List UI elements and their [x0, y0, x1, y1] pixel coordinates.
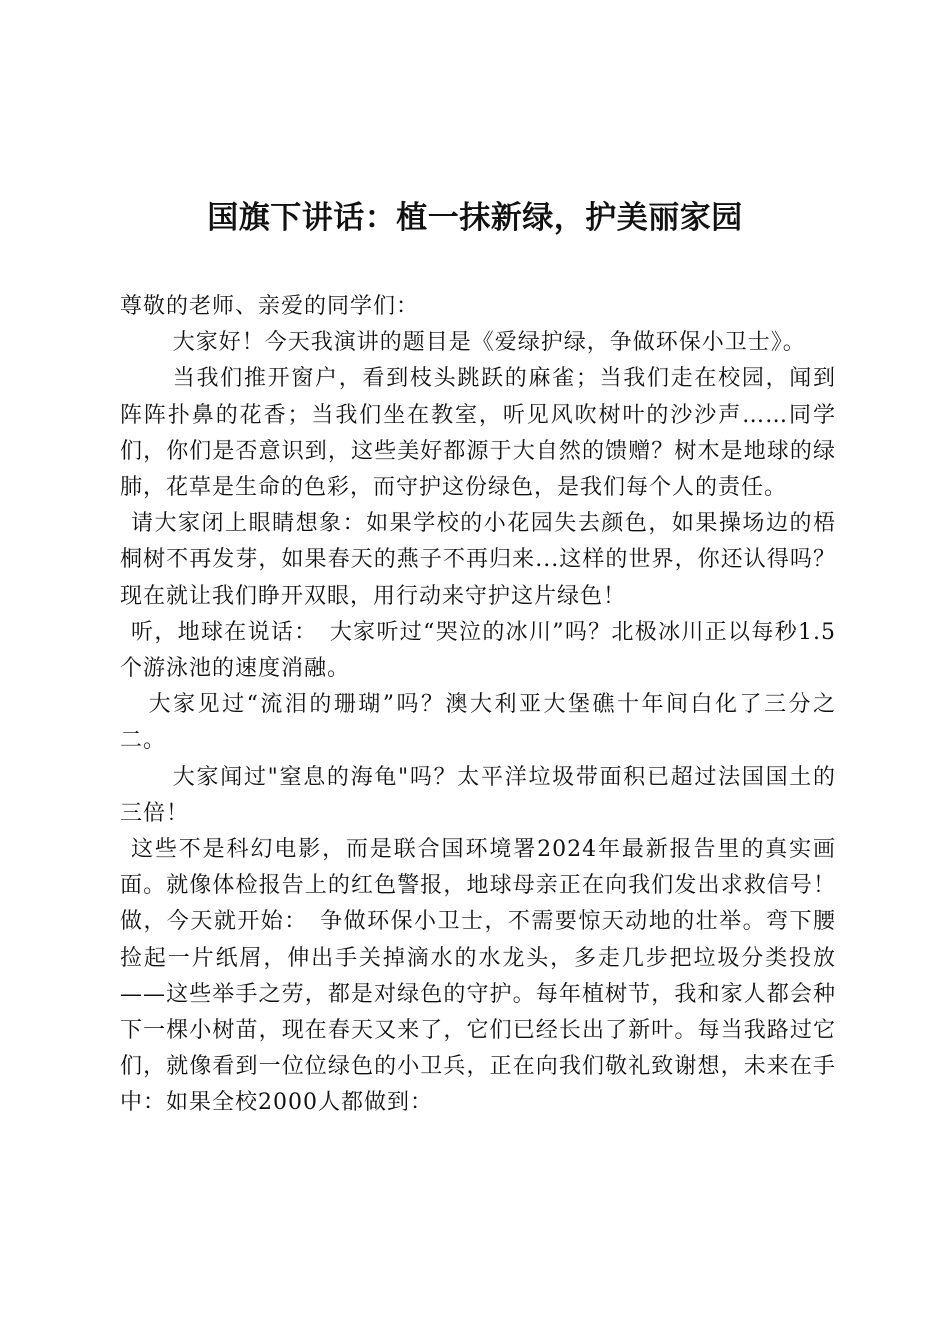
salutation: 尊敬的老师、亲爱的同学们：: [120, 294, 420, 319]
paragraph-turtle: 大家闻过"窒息的海龟"吗？太平洋垃圾带面积已超过法国国土的三倍！: [120, 764, 836, 826]
document-body: [120, 289, 836, 1122]
paragraph-coral: 大家见过“流泪的珊瑚”吗？澳大利亚大堡礁十年间白化了三分之二。: [120, 692, 836, 754]
paragraph-report: 这些不是科幻电影，而是联合国环境署2024年最新报告里的真实画面。就像体检报告上的红色警报，地球母亲正在向我们发出求救信号！做，今天就开始： 争做环保小卫士，不需要惊天动地的壮举。弯下腰捡起一片纸屑，伸出手关掉滴水的水龙头，多走几步把垃圾分类投放——这些举手之劳，都是对绿色的守护。每年植树节，我和家人都会种下一棵小树苗，现在春天又来了，它们已经长出了新叶。每当我路过它们，就像看到一位位绿色的小卫兵，正在向我们敬礼致谢想，未来在手中：如果全校2000人都做到：: [120, 837, 836, 1116]
paragraph-glacier: 听，地球在说话： 大家听过“哭泣的冰川”吗？北极冰川正以每秒1.5个游泳池的速度消融。: [120, 619, 836, 682]
paragraph-imagine: 请大家闭上眼睛想象：如果学校的小花园失去颜色，如果操场边的梧桐树不再发芽，如果春天的燕子不再归来...这样的世界，你还认得吗？现在就让我们睁开双眼，用行动来守护这片绿色！: [120, 511, 836, 609]
paragraph-window: 当我们推开窗户，看到枝头跳跃的麻雀；当我们走在校园，闻到阵阵扑鼻的花香；当我们坐在教室，听见风吹树叶的沙沙声……同学们，你们是否意识到，这些美好都源于大自然的馈赠？树木是地球的绿肺，花草是生命的色彩，而守护这份绿色，是我们每个人的责任。: [120, 366, 836, 501]
document-title: 国旗下讲话：植一抹新绿，护美丽家园: [207, 200, 743, 236]
paragraph-greeting: 大家好！今天我演讲的题目是《爱绿护绿，争做环保小卫士》。: [172, 330, 806, 356]
